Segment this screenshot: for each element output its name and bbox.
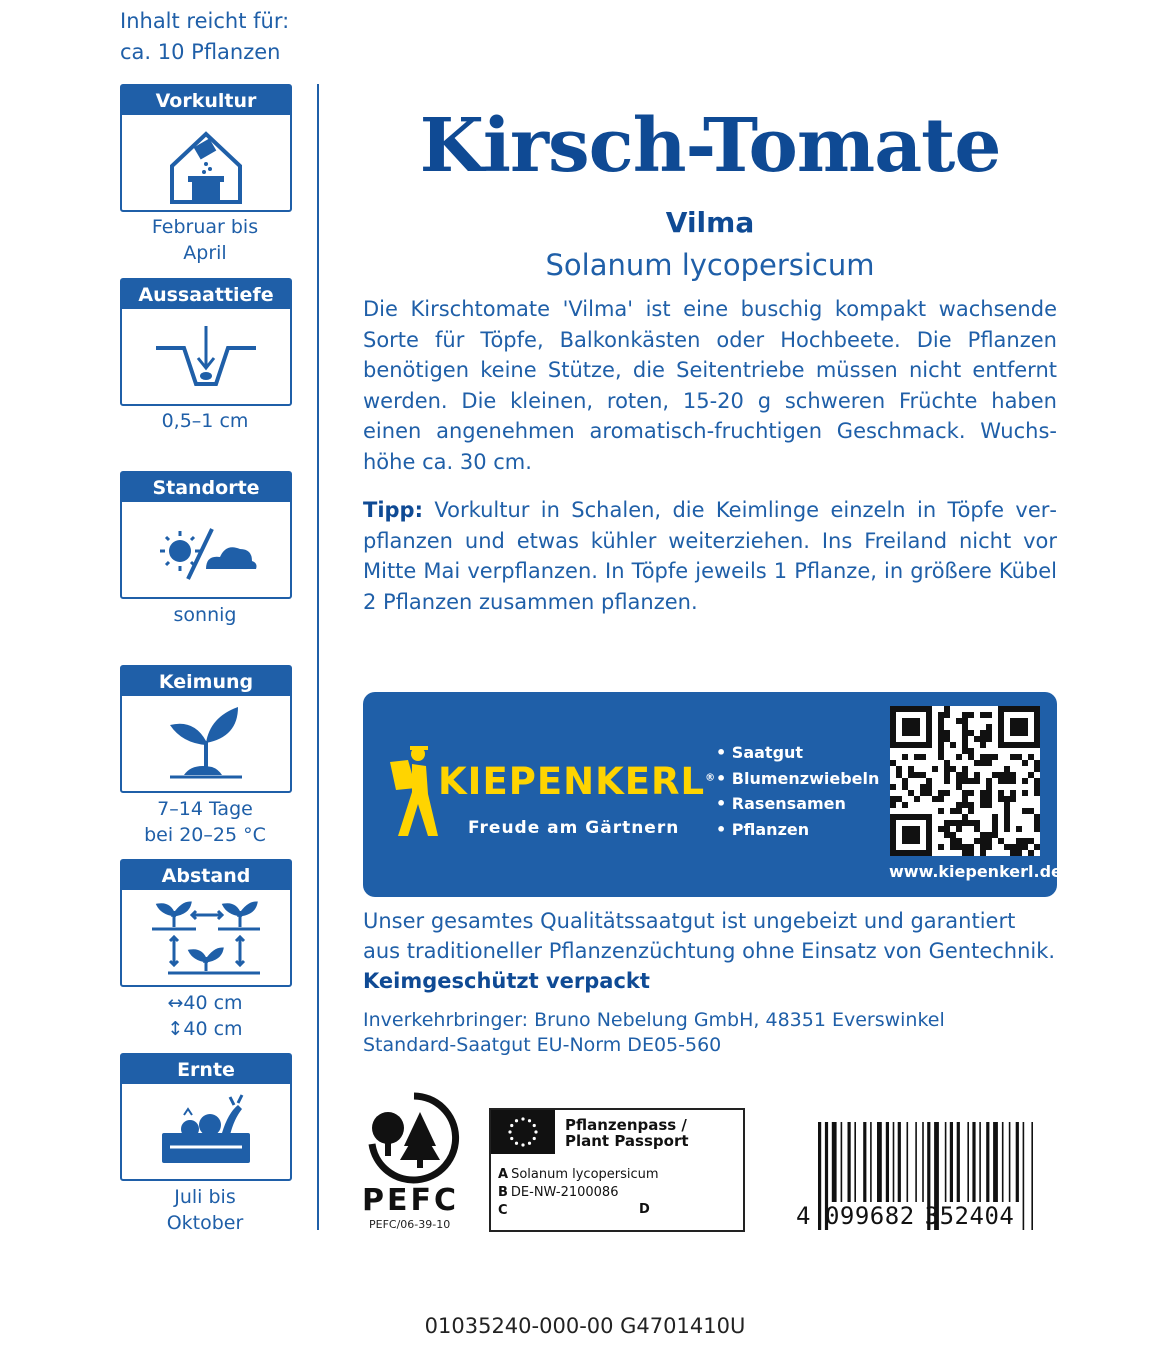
sun-cloud-icon: [122, 503, 290, 597]
info-box-header: Standorte: [122, 473, 290, 502]
product-variety: Vilma: [665, 206, 755, 239]
caption-line: Februar bis: [151, 216, 259, 238]
column-divider: [317, 84, 319, 1230]
qr-code[interactable]: [890, 706, 1040, 856]
seed-depth-icon: [122, 310, 290, 404]
tip-label: Tipp:: [363, 498, 423, 522]
legal-line: Standard-Saatgut EU-Norm DE05-560: [363, 1034, 722, 1056]
plant-passport: [489, 1108, 745, 1232]
row-value: DE-NW-2100086: [510, 1185, 619, 1200]
product-latin-name: Solanum lycopersicum: [545, 248, 875, 282]
info-box-header: Vorkultur: [122, 86, 290, 115]
info-caption-aussaattiefe: [110, 408, 300, 434]
passport-row-d: D: [639, 1202, 650, 1217]
tip-paragraph: [363, 495, 1057, 617]
pefc-logo-icon: [362, 1088, 466, 1188]
caption-line: sonnig: [173, 604, 237, 626]
info-caption-abstand: [110, 990, 300, 1042]
barcode-digit-group: 4: [796, 1202, 811, 1230]
barcode-number: [796, 1202, 1014, 1230]
harvest-crate-icon: [122, 1085, 290, 1179]
eu-flag-icon: [491, 1110, 555, 1154]
pefc-code: PEFC/06-39-10: [369, 1218, 451, 1231]
greenhouse-seedpot-icon: [122, 116, 290, 210]
quality-line: Unser gesamtes Qualitätssaatgut ist ungebeizt und garantiert: [363, 909, 1016, 933]
brand-bullet-list: [716, 740, 879, 842]
content-info-line1: Inhalt reicht für:: [120, 9, 290, 33]
bullet-item: • Saatgut: [716, 740, 879, 766]
passport-row-b: [498, 1184, 659, 1202]
product-title: Kirsch-Tomate: [419, 103, 1001, 189]
caption-line: Oktober: [166, 1212, 244, 1234]
info-box-header: Abstand: [122, 861, 290, 890]
info-box-abstand: [120, 859, 292, 987]
product-description: Die Kirschtomate 'Vilma' ist eine buschig kompakt wachsende Sorte für Töpfe, Balkonkästen oder Hochbeete. Die Pflanzen benötigen keine Stütze, die Seitentriebe müssen nicht entfernt werden. Die kleinen, roten, 15-20 g schweren Früchte haben einen angenehmen aromatisch-fruchtigen Geschmack. Wuchshöhe ca. 30 cm.: [363, 297, 1057, 474]
brand-name: [438, 760, 716, 803]
brand-url[interactable]: www.kiepenkerl.de: [889, 862, 1062, 881]
brand-slogan: Freude am Gärtnern: [468, 818, 680, 838]
registered-mark: ®: [705, 772, 717, 784]
caption-line: April: [183, 242, 227, 264]
row-label: A: [498, 1167, 509, 1182]
info-box-ernte: [120, 1053, 292, 1181]
passport-title-line: Plant Passport: [565, 1132, 689, 1150]
info-caption-keimung: [110, 796, 300, 848]
caption-line: Juli bis: [174, 1186, 236, 1208]
info-box-vorkultur: [120, 84, 292, 212]
passport-rows: [498, 1166, 659, 1220]
quality-highlight: Keimgeschützt verpackt: [363, 969, 650, 993]
caption-line: bei 20–25 °C: [144, 824, 266, 846]
passport-title-line: Pflanzenpass /: [565, 1116, 687, 1134]
passport-row-a: [498, 1166, 659, 1184]
row-label: B: [498, 1185, 508, 1200]
info-box-header: Ernte: [122, 1055, 290, 1084]
seedling-icon: [122, 697, 290, 791]
caption-line: 7–14 Tage: [157, 798, 253, 820]
tip-text: Vorkultur in Schalen, die Keimlinge einzeln in Töpfe verpflanzen und etwas kühler weiterziehen. Ins Freiland nicht vor Mitte Mai verpflanzen. In Töpfe jeweils 1 Pflanze, in größere Kübel 2 Pflanzen zusammen pflanzen.: [363, 498, 1057, 614]
info-caption-ernte: [110, 1184, 300, 1236]
article-number: 01035240-000-00 G4701410U: [424, 1314, 746, 1338]
barcode-digit-group: 099682: [824, 1202, 915, 1230]
info-caption-vorkultur: [110, 214, 300, 266]
legal-line: Inverkehrbringer: Bruno Nebelung GmbH, 48351 Everswinkel: [363, 1009, 945, 1031]
row-label: C: [498, 1203, 508, 1218]
spacing-icon: [122, 891, 290, 985]
passport-row-c: [498, 1202, 659, 1220]
info-box-aussaattiefe: [120, 278, 292, 406]
pefc-wordmark: PEFC: [362, 1183, 459, 1218]
caption-line: ↔40 cm: [167, 992, 243, 1014]
barcode-digit-group: 352404: [924, 1202, 1015, 1230]
passport-title: [565, 1117, 689, 1149]
caption-line: 0,5–1 cm: [161, 410, 249, 432]
bullet-item: • Blumenzwiebeln: [716, 766, 879, 792]
info-box-header: Keimung: [122, 667, 290, 696]
hiker-logo-icon: [386, 744, 442, 842]
row-value: Solanum lycopersicum: [511, 1167, 659, 1182]
info-box-header: Aussaattiefe: [122, 280, 290, 309]
bullet-item: • Pflanzen: [716, 817, 879, 843]
quality-statement: [363, 906, 1063, 996]
content-info-line2: ca. 10 Pflanzen: [120, 40, 281, 64]
info-box-standorte: [120, 471, 292, 599]
legal-info: [363, 1008, 945, 1058]
quality-line: aus traditioneller Pflanzenzüchtung ohne Einsatz von Gentechnik.: [363, 939, 1056, 963]
brand-wordmark: KIEPENKERL: [438, 760, 706, 803]
bullet-item: • Rasensamen: [716, 791, 879, 817]
info-box-keimung: [120, 665, 292, 793]
content-info: [120, 6, 289, 68]
caption-line: ↕40 cm: [167, 1018, 243, 1040]
info-caption-standorte: [110, 602, 300, 628]
